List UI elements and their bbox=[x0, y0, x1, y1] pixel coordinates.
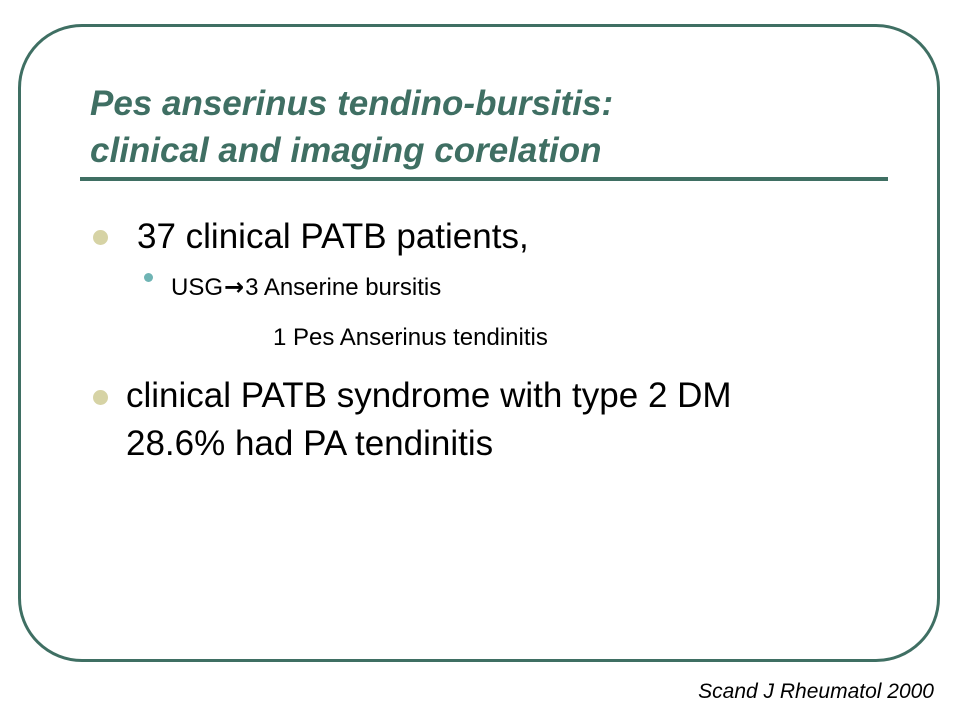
sub-bullet-1-rest: 3 Anserine bursitis bbox=[245, 274, 442, 301]
title-line-1: Pes anserinus tendino-bursitis: bbox=[90, 84, 614, 123]
slide-title bbox=[90, 80, 613, 174]
sub-bullet-dot-icon bbox=[144, 273, 153, 282]
sub-bullet-1-continuation: 1 Pes Anserinus tendinitis bbox=[273, 324, 548, 351]
title-underline bbox=[80, 177, 888, 181]
bullet-dot-icon bbox=[93, 390, 108, 405]
bullet-1-text: 37 clinical PATB patients, bbox=[137, 217, 529, 256]
bullet-dot-icon bbox=[93, 230, 108, 245]
sub-bullet-1-text bbox=[171, 272, 441, 303]
sub-bullet-1-prefix: USG bbox=[171, 274, 224, 301]
right-arrow-icon: → bbox=[224, 273, 245, 301]
title-line-2: clinical and imaging corelation bbox=[90, 131, 602, 170]
bullet-2-line-2: 28.6% had PA tendinitis bbox=[126, 424, 494, 463]
citation: Scand J Rheumatol 2000 bbox=[698, 680, 934, 703]
bullet-2-line-1: clinical PATB syndrome with type 2 DM bbox=[126, 376, 732, 415]
